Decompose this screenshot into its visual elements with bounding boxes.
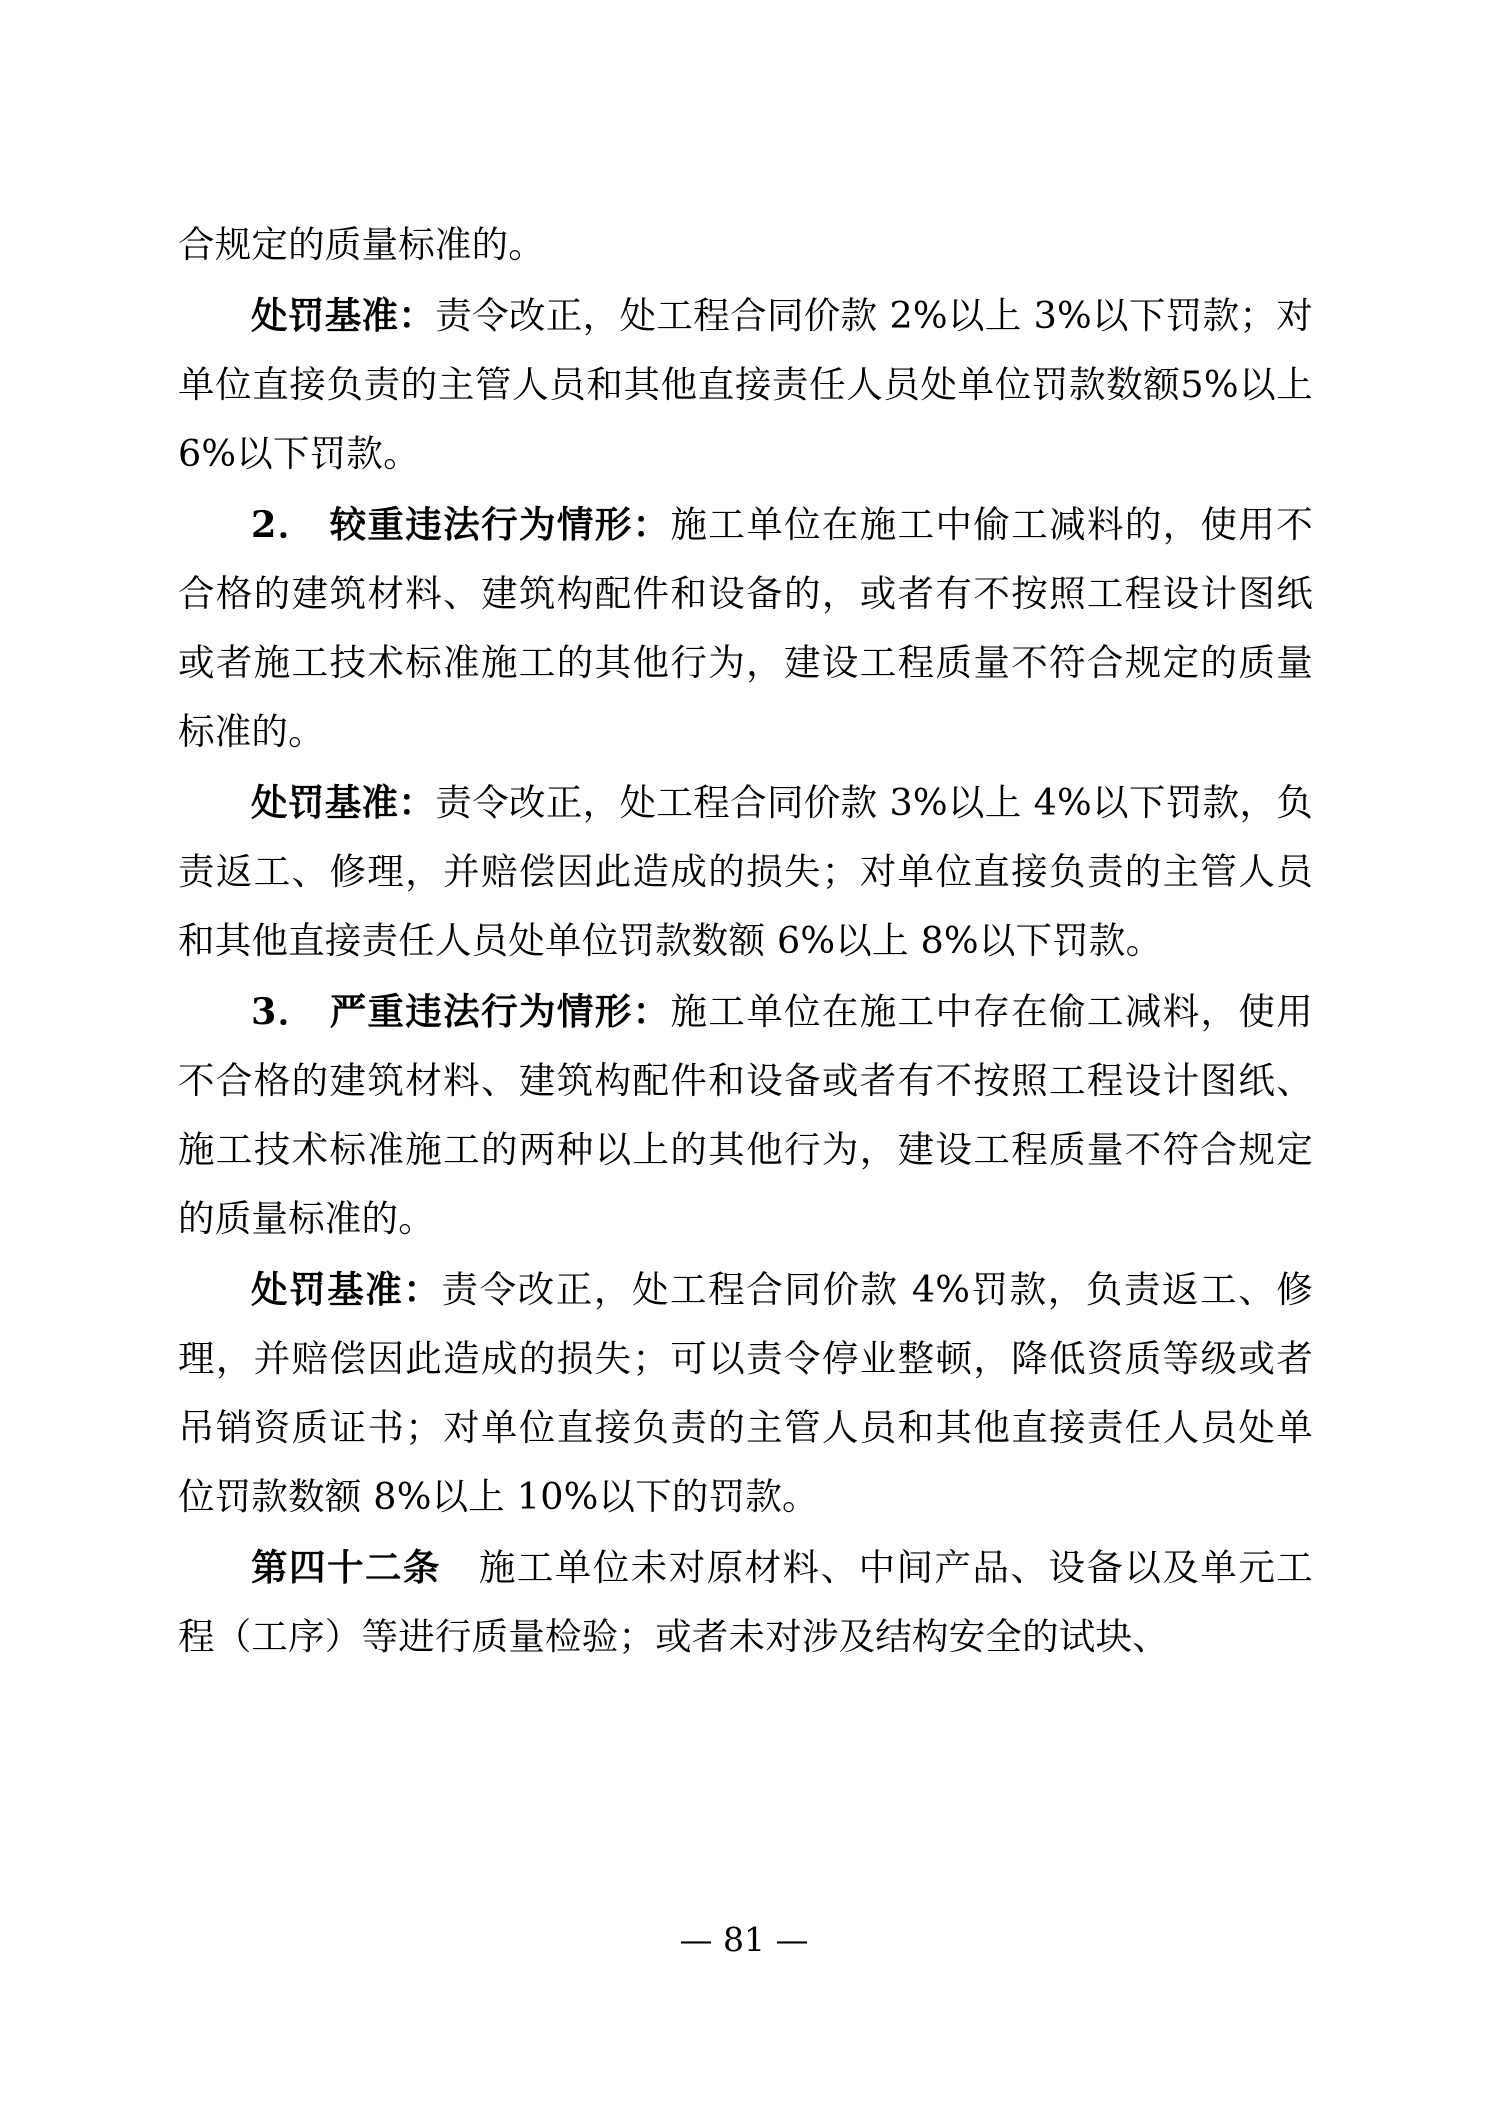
paragraph (178, 768, 1313, 975)
paragraph-lead: 2． 较重违法行为情形： (251, 503, 671, 546)
paragraph-text: 责令改正，处工程合同价款 2%以上 3%以下罚款；对单位直接负责的主管人员和其他直接责任人员处单位罚款数额5%以上 6%以下罚款。 (178, 294, 1313, 475)
paragraph-text: 责令改正，处工程合同价款 4%罚款，负责返工、修理，并赔偿因此造成的损失；可以责令停业整顿，降低资质等级或者吊销资质证书；对单位直接负责的主管人员和其他直接责任人员处单位罚款数额 8%以上 10%以下的罚款。 (178, 1268, 1313, 1518)
paragraph-text: 施工单位未对原材料、中间产品、设备以及单元工程（工序）等进行质量检验；或者未对涉及结构安全的试块、 (178, 1546, 1313, 1658)
paragraph (178, 281, 1313, 488)
paragraph (178, 490, 1313, 766)
paragraph-lead: 处罚基准： (251, 1268, 442, 1311)
paragraph-lead: 处罚基准： (251, 294, 436, 337)
document-body (178, 210, 1313, 1673)
paragraph-text: 责令改正，处工程合同价款 3%以上 4%以下罚款，负责返工、修理，并赔偿因此造成的损失；对单位直接负责的主管人员和其他直接责任人员处单位罚款数额 6%以上 8%以下罚款。 (178, 781, 1313, 962)
paragraph (178, 1255, 1313, 1531)
paragraph-text: 合规定的质量标准的。 (178, 223, 545, 266)
paragraph (178, 977, 1313, 1253)
paragraph (178, 1533, 1313, 1671)
paragraph (178, 210, 1313, 279)
paragraph-text: 施工单位在施工中存在偷工减料，使用不合格的建筑材料、建筑构配件和设备或者有不按照工程设计图纸、施工技术标准施工的两种以上的其他行为，建设工程质量不符合规定的质量标准的。 (178, 990, 1313, 1240)
paragraph-lead: 处罚基准： (251, 781, 436, 824)
paragraph-lead: 3． 严重违法行为情形： (251, 990, 671, 1033)
page-number: — 81 — (679, 1920, 809, 1959)
paragraph-lead: 第四十二条 (251, 1546, 441, 1589)
paragraph-text: 施工单位在施工中偷工减料的，使用不合格的建筑材料、建筑构配件和设备的，或者有不按照工程设计图纸或者施工技术标准施工的其他行为，建设工程质量不符合规定的质量标准的。 (178, 503, 1313, 753)
